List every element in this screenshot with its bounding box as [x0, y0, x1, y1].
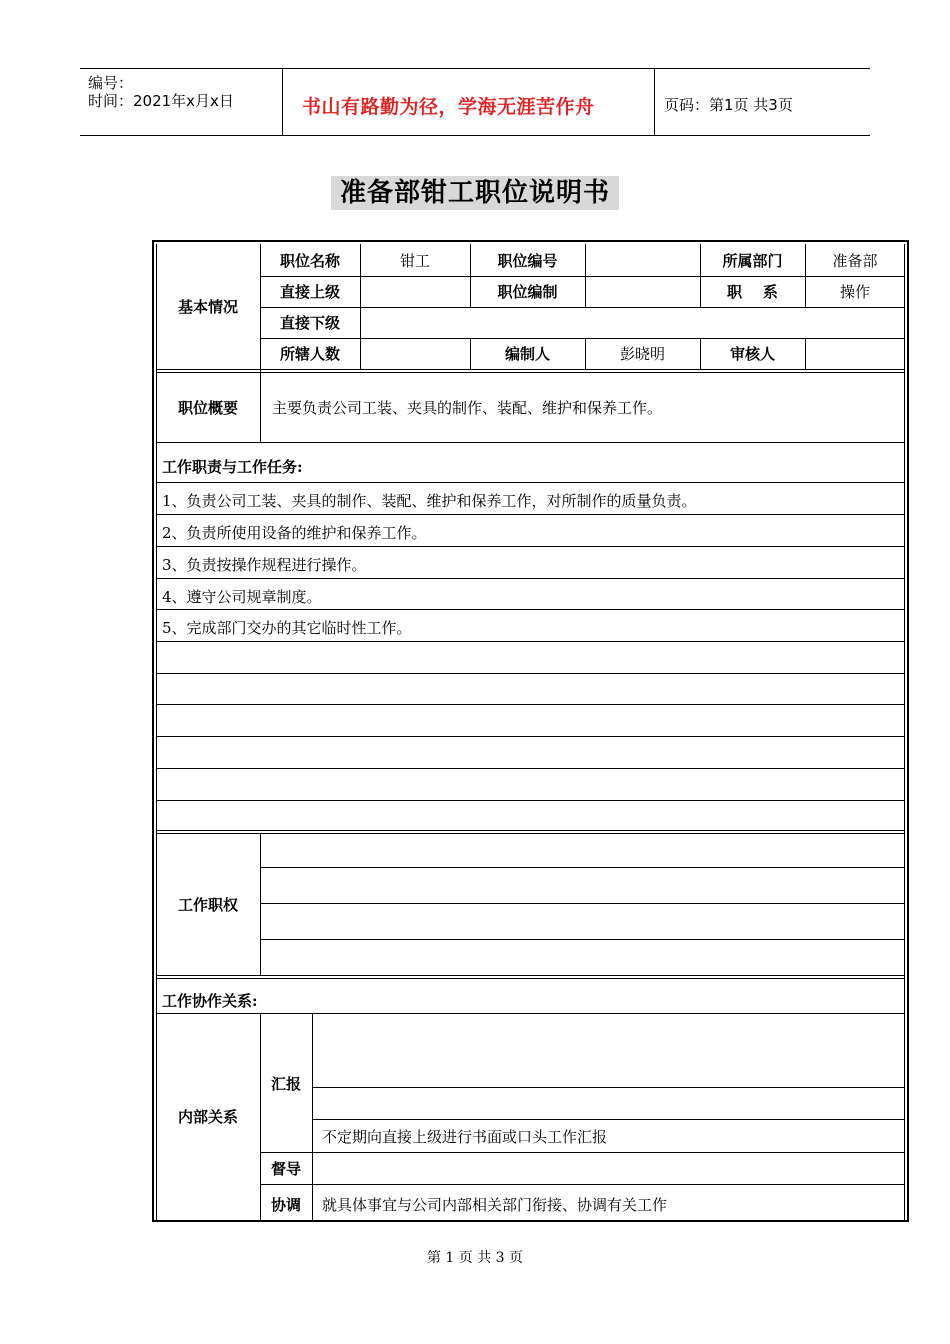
rule	[156, 833, 905, 834]
author-value: 彭晓明	[619, 345, 665, 363]
rule	[156, 975, 905, 976]
headcount-label: 所辖人数	[279, 345, 340, 363]
overview-text: 主要负责公司工装、夹具的制作、装配、维护和保养工作。	[272, 398, 663, 417]
author-label: 编制人	[504, 345, 550, 363]
supervise-label: 督导	[270, 1159, 301, 1178]
duty-item: 5、完成部门交办的其它临时性工作。	[162, 619, 412, 637]
document-number-label: 编号：	[88, 74, 134, 92]
department-label: 所属部门	[722, 251, 783, 270]
rule	[260, 1184, 905, 1185]
internal-relations-label: 内部关系	[177, 1108, 238, 1126]
page-footer: 第 1 页 共 3 页	[426, 1250, 524, 1266]
duty-item: 2、负责所使用设备的维护和保养工作。	[162, 524, 427, 542]
staffing-label: 职位编制	[497, 283, 558, 301]
rule	[156, 442, 905, 443]
duties-heading: 工作职责与工作任务:	[162, 458, 303, 476]
rule	[312, 1087, 905, 1088]
rule	[156, 482, 905, 483]
cooperation-heading: 工作协作关系:	[162, 992, 258, 1010]
rule	[156, 546, 905, 547]
rule	[156, 800, 905, 801]
rule	[260, 903, 905, 904]
rule	[260, 1152, 905, 1153]
job-series-label: 职 系	[727, 283, 778, 301]
duty-item: 1、负责公司工装、夹具的制作、装配、维护和保养工作，对所制作的质量负责。	[162, 492, 697, 510]
rule	[585, 244, 586, 307]
duty-item: 4、遵守公司规章制度。	[162, 588, 322, 606]
coordinate-label: 协调	[270, 1195, 301, 1214]
rule	[260, 833, 261, 976]
header-top-rule	[80, 68, 870, 69]
header-divider-right	[654, 68, 655, 136]
rule	[156, 641, 905, 642]
reviewer-label: 审核人	[729, 345, 775, 363]
overview-label: 职位概要	[177, 398, 238, 417]
duty-item: 3、负责按操作规程进行操作。	[162, 556, 367, 574]
header-divider-left	[282, 68, 283, 136]
position-name-value: 钳工	[399, 251, 430, 270]
page-title: 准备部钳工职位说明书	[331, 176, 619, 210]
rule	[156, 830, 905, 831]
rule	[156, 704, 905, 705]
rule	[156, 978, 905, 979]
rule	[312, 1013, 313, 1220]
rule	[156, 369, 905, 370]
position-name-label: 职位名称	[279, 251, 340, 270]
department-value: 准备部	[832, 251, 878, 270]
header-bottom-rule	[80, 135, 870, 136]
position-number-label: 职位编号	[497, 251, 558, 270]
basic-section-label: 基本情况	[177, 298, 238, 316]
report-text: 不定期向直接上级进行书面或口头工作汇报	[322, 1127, 608, 1146]
rule	[156, 514, 905, 515]
rule	[805, 338, 806, 369]
superior-label: 直接上级	[279, 283, 340, 301]
authority-label: 工作职权	[177, 896, 238, 914]
rule	[156, 673, 905, 674]
report-label: 汇报	[270, 1074, 301, 1093]
subordinate-label: 直接下级	[279, 314, 340, 332]
coordinate-text: 就具体事宜与公司内部相关部门衔接、协调有关工作	[322, 1195, 668, 1214]
document-time-label: 时间：2021年x月x日	[88, 92, 234, 110]
job-series-value: 操作	[839, 283, 870, 301]
rule	[260, 867, 905, 868]
rule	[156, 736, 905, 737]
page-indicator: 页码：第1页 共3页	[664, 96, 793, 114]
rule	[156, 609, 905, 610]
rule	[156, 578, 905, 579]
header-motto: 书山有路勤为径，学海无涯苦作舟	[302, 96, 595, 118]
rule	[156, 768, 905, 769]
rule	[260, 939, 905, 940]
